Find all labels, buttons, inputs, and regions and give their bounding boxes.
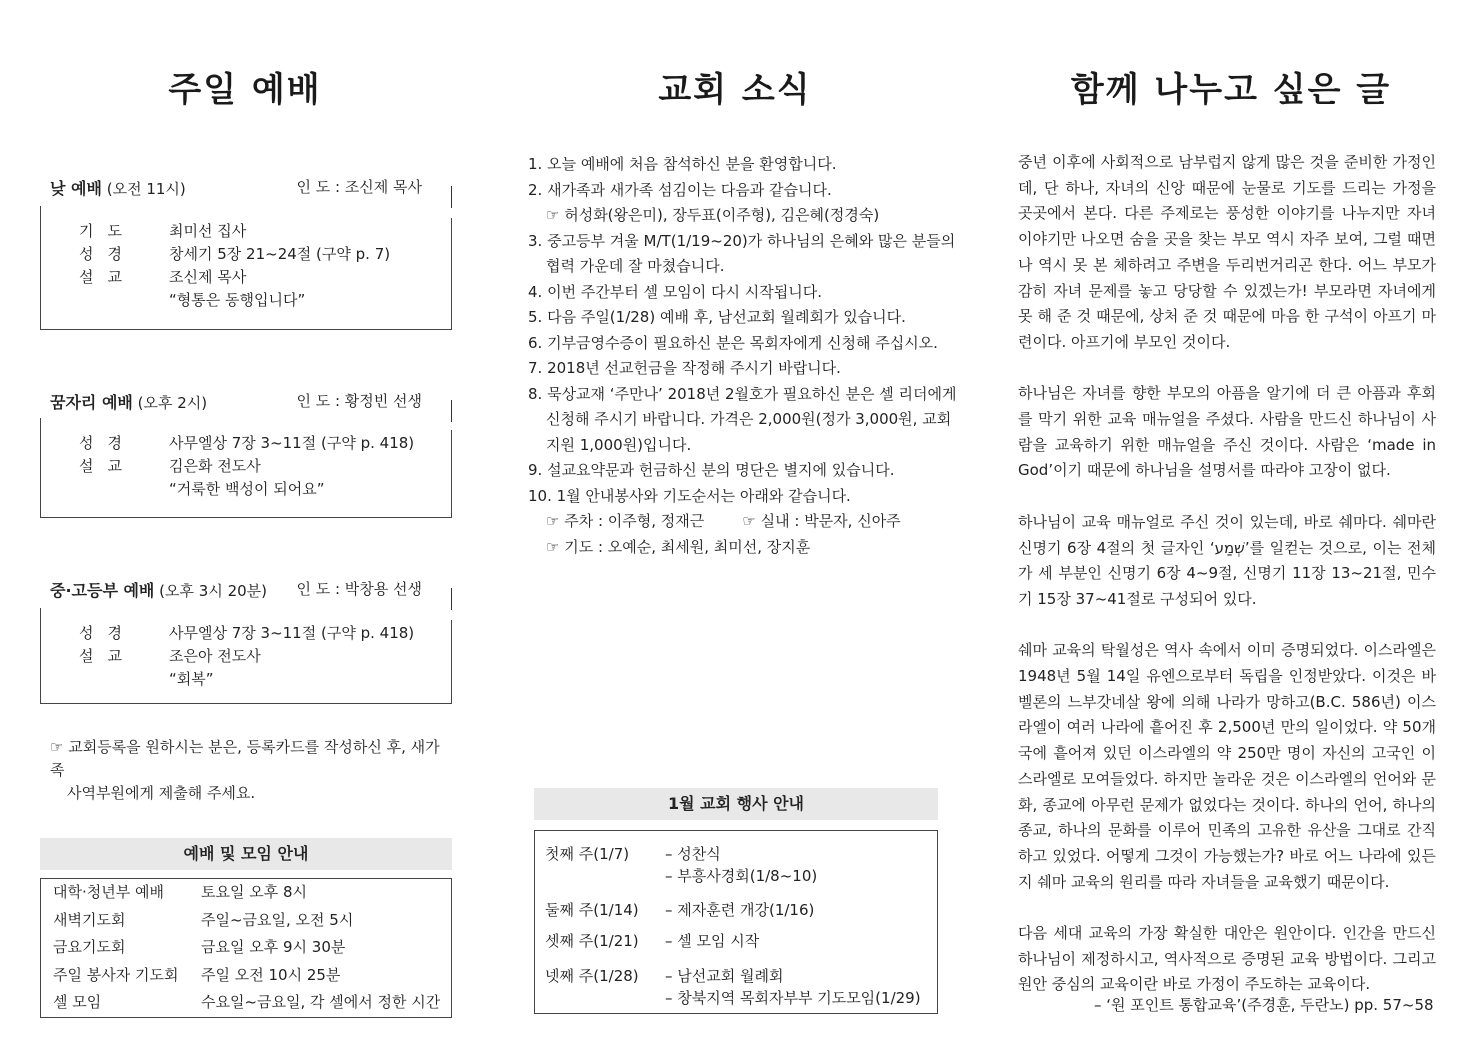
essay-paragraph: 하나님은 자녀를 향한 부모의 아픔을 알기에 더 큰 아픔과 후회를 막기 위한 교육 매뉴얼을 주셨다. 사람을 만드신 하나님이 사람을 교육하기 위한 매뉴얼을 주신 것이다. 사람은 ‘made in God’이기 때문에 하나님을 설명서를 따라야 고장이 없다. [1018, 384, 1436, 480]
service-leader: 인 도 : 조신제 목사 [296, 178, 422, 196]
news-item: 3. 중고등부 겨울 M/T(1/19~20)가 하나님의 은혜와 많은 분들의 [528, 231, 956, 250]
meeting-name: 새벽기도회 [53, 910, 126, 929]
news-item: 5. 다음 주일(1/28) 예배 후, 남선교회 월례회가 있습니다. [528, 308, 906, 326]
row-value: 조신제 목사 [169, 268, 247, 286]
row-key: 성경 [79, 245, 136, 263]
event-item: – 부흥사경회(1/8~10) [665, 867, 818, 885]
meeting-time: 주일 오전 10시 25분 [201, 965, 341, 984]
service-time: (오후 3시 20분) [159, 582, 268, 600]
meetings-title: 예배 및 모임 안내 [40, 838, 452, 870]
row-value: “형통은 동행입니다” [169, 291, 306, 309]
service-name: 낮 예배 [50, 179, 102, 198]
meeting-name: 주일 봉사자 기도회 [53, 965, 179, 984]
news-item: 신청해 주시기 바랍니다. 가격은 2,000원(정가 3,000원, 교회 [546, 410, 952, 428]
event-item: – 셀 모임 시작 [665, 932, 760, 950]
news-item: 협력 가운데 잘 마쳤습니다. [546, 257, 725, 275]
meetings-table [40, 878, 452, 1018]
meeting-row [41, 989, 451, 1017]
sharing-title: 함께 나누고 싶은 글 [1066, 62, 1396, 111]
service-header [50, 390, 452, 413]
meeting-name: 금요기도회 [53, 938, 126, 956]
service-leader: 인 도 : 박창용 선생 [296, 580, 422, 598]
essay-source: – ‘원 포인트 통합교육’(주경훈, 두란노) pp. 57~58 [1094, 996, 1434, 1014]
row-key: 기도 [79, 222, 136, 240]
note-line: ☞ 교회등록을 원하시는 분은, 등록카드를 작성하신 후, 새가족 [50, 738, 440, 779]
meeting-time: 금요일 오후 9시 30분 [201, 938, 346, 956]
row-value: 창세기 5장 21~24절 (구약 p. 7) [169, 245, 391, 263]
meeting-time: 수요일~금요일, 각 셀에서 정한 시간 [201, 993, 441, 1011]
event-item: – 남선교회 월례회 [665, 967, 784, 985]
meeting-row [41, 962, 451, 990]
essay-paragraph: 하나님이 교육 매뉴얼로 주신 것이 있는데, 바로 쉐마다. 쉐마란 신명기 6장 4절의 첫 글자인 ‘שְׁמַע’를 일컫는 것으로, 이는 전체가 세 부분인 신명기 6장 4~9절, 신명기 11장 13~21절, 민수기 15장 37~41절로 구성되어 있다. [1018, 512, 1436, 608]
essay-paragraph: 쉐마 교육의 탁월성은 역사 속에서 이미 증명되었다. 이스라엘은 1948년 5월 14일 유엔으로부터 독립을 인정받았다. 이것은 바벨론의 느부갓네살 왕에 의해 나라가 망하고(B.C. 586년) 이스라엘이 여러 나라에 흩어진 후 2,500년 만의 일이었다. 약 50개국에 흩어져 있던 이스라엘의 약 250만 명이 자신의 고국인 이스라엘로 모여들었다. 하지만 놀라운 것은 이스라엘의 언어와 문화, 종교에 아무런 문제가 없었다는 것이다. 하나의 언어, 하나의 종교, 하나의 문화를 이루어 민족의 고유한 유산을 그대로 간직하고 있었다. 어떻게 그것이 가능했는가? 바로 어느 나라에 있든지 쉐마 교육의 원리를 따라 자녀들을 교육했기 때문이다. [1018, 641, 1436, 891]
week-label: 첫째 주(1/7) [545, 845, 630, 863]
news-item: ☞ 주차 : 이주형, 정재근 ☞ 실내 : 박문자, 신아주 [546, 512, 901, 530]
row-value: 최미선 집사 [169, 222, 247, 240]
essay-paragraph: 중년 이후에 사회적으로 남부럽지 않게 많은 것을 준비한 가정인데, 단 하나, 자녀의 신앙 때문에 눈물로 기도를 드리는 가정을 곳곳에서 본다. 다른 주제로는 풍성한 이야기를 나누지만 자녀 이야기만 나오면 숨을 곳을 찾는 부모 역시 자주 보여, 그럴 때면 나 역시 못 본 체하려고 주변을 두리번거리곤 한다. 어느 부모가 감히 자녀 문제를 놓고 당당할 수 있겠는가! 부모라면 자녀에게 못 해 준 것 때문에, 상처 준 것 때문에 마음 한 구석이 아프기 마련이다. 아프기에 부모인 것이다. [1018, 153, 1436, 351]
essay [1018, 150, 1436, 998]
news-item: 지원 1,000원)입니다. [546, 435, 692, 454]
row-value: “회복” [169, 670, 214, 688]
service-box [40, 430, 452, 518]
service-box [40, 218, 452, 330]
registration-note [50, 736, 450, 805]
meeting-time: 토요일 오후 8시 [201, 883, 308, 901]
news-item: 6. 기부금영수증이 필요하신 분은 목회자에게 신청해 주십시오. [528, 333, 938, 352]
meeting-row [41, 879, 451, 907]
meeting-name: 셀 모임 [53, 993, 102, 1011]
news-item: 10. 1월 안내봉사와 기도순서는 아래와 같습니다. [528, 486, 851, 505]
row-key: 설교 [79, 457, 136, 475]
event-item: – 제자훈련 개강(1/16) [665, 901, 815, 919]
event-item: – 성찬식 [665, 845, 721, 863]
row-value: 김은화 전도사 [169, 457, 261, 475]
service-box [40, 620, 452, 704]
week-label: 넷째 주(1/28) [545, 967, 639, 985]
service-header [50, 578, 452, 601]
news-title: 교회 소식 [640, 62, 830, 111]
meeting-row [41, 934, 451, 962]
news-item: 8. 묵상교재 ‘주만나’ 2018년 2월호가 필요하신 분은 셀 리더에게 [528, 384, 957, 403]
news-list [528, 152, 957, 560]
week-label: 둘째 주(1/14) [545, 901, 639, 919]
news-item: 7. 2018년 선교헌금을 작정해 주시기 바랍니다. [528, 359, 841, 377]
meeting-time: 주일~금요일, 오전 5시 [201, 910, 354, 929]
news-item: 1. 오늘 예배에 처음 참석하신 분을 환영합니다. [528, 155, 837, 173]
row-key: 성경 [79, 434, 136, 452]
news-item: ☞ 기도 : 오예순, 최세원, 최미선, 장지훈 [546, 537, 811, 556]
event-item: – 창북지역 목회자부부 기도모임(1/29) [665, 989, 921, 1007]
service-leader: 인 도 : 황정빈 선생 [296, 392, 422, 410]
service-time: (오후 2시) [137, 394, 208, 412]
meeting-row [41, 907, 451, 935]
events-table [534, 830, 938, 1014]
row-key: 성경 [79, 624, 136, 642]
row-value: “거룩한 백성이 되어요” [169, 480, 325, 498]
service-name: 중·고등부 예배 [50, 581, 155, 600]
week-label: 셋째 주(1/21) [545, 932, 639, 950]
row-key: 설교 [79, 647, 136, 665]
essay-paragraph: 다음 세대 교육의 가장 확실한 대안은 원안이다. 인간을 만드신 하나님이 제정하시고, 역사적으로 증명된 교육 방법이다. 그리고 원안 중심의 교육이란 바로 가정이 주도하는 교육이다. [1018, 924, 1436, 994]
note-line: 사역부원에게 제출해 주세요. [67, 784, 256, 802]
service-time: (오전 11시) [106, 180, 186, 198]
worship-title: 주일 예배 [150, 62, 340, 111]
events-title: 1월 교회 행사 안내 [534, 788, 938, 820]
row-value: 사무엘상 7장 3~11절 (구약 p. 418) [169, 624, 415, 642]
service-name: 꿈자리 예배 [50, 393, 133, 412]
row-key: 설교 [79, 268, 136, 286]
row-value: 조은아 전도사 [169, 647, 261, 665]
news-item: 9. 설교요약문과 헌금하신 분의 명단은 별지에 있습니다. [528, 461, 895, 479]
news-item: ☞ 허성화(왕은미), 장두표(이주형), 김은혜(정경숙) [546, 206, 880, 224]
service-header [50, 176, 452, 199]
row-value: 사무엘상 7장 3~11절 (구약 p. 418) [169, 434, 415, 452]
meeting-name: 대학·청년부 예배 [53, 883, 164, 901]
news-item: 2. 새가족과 새가족 섬김이는 다음과 같습니다. [528, 180, 832, 199]
news-item: 4. 이번 주간부터 셀 모임이 다시 시작됩니다. [528, 282, 823, 301]
